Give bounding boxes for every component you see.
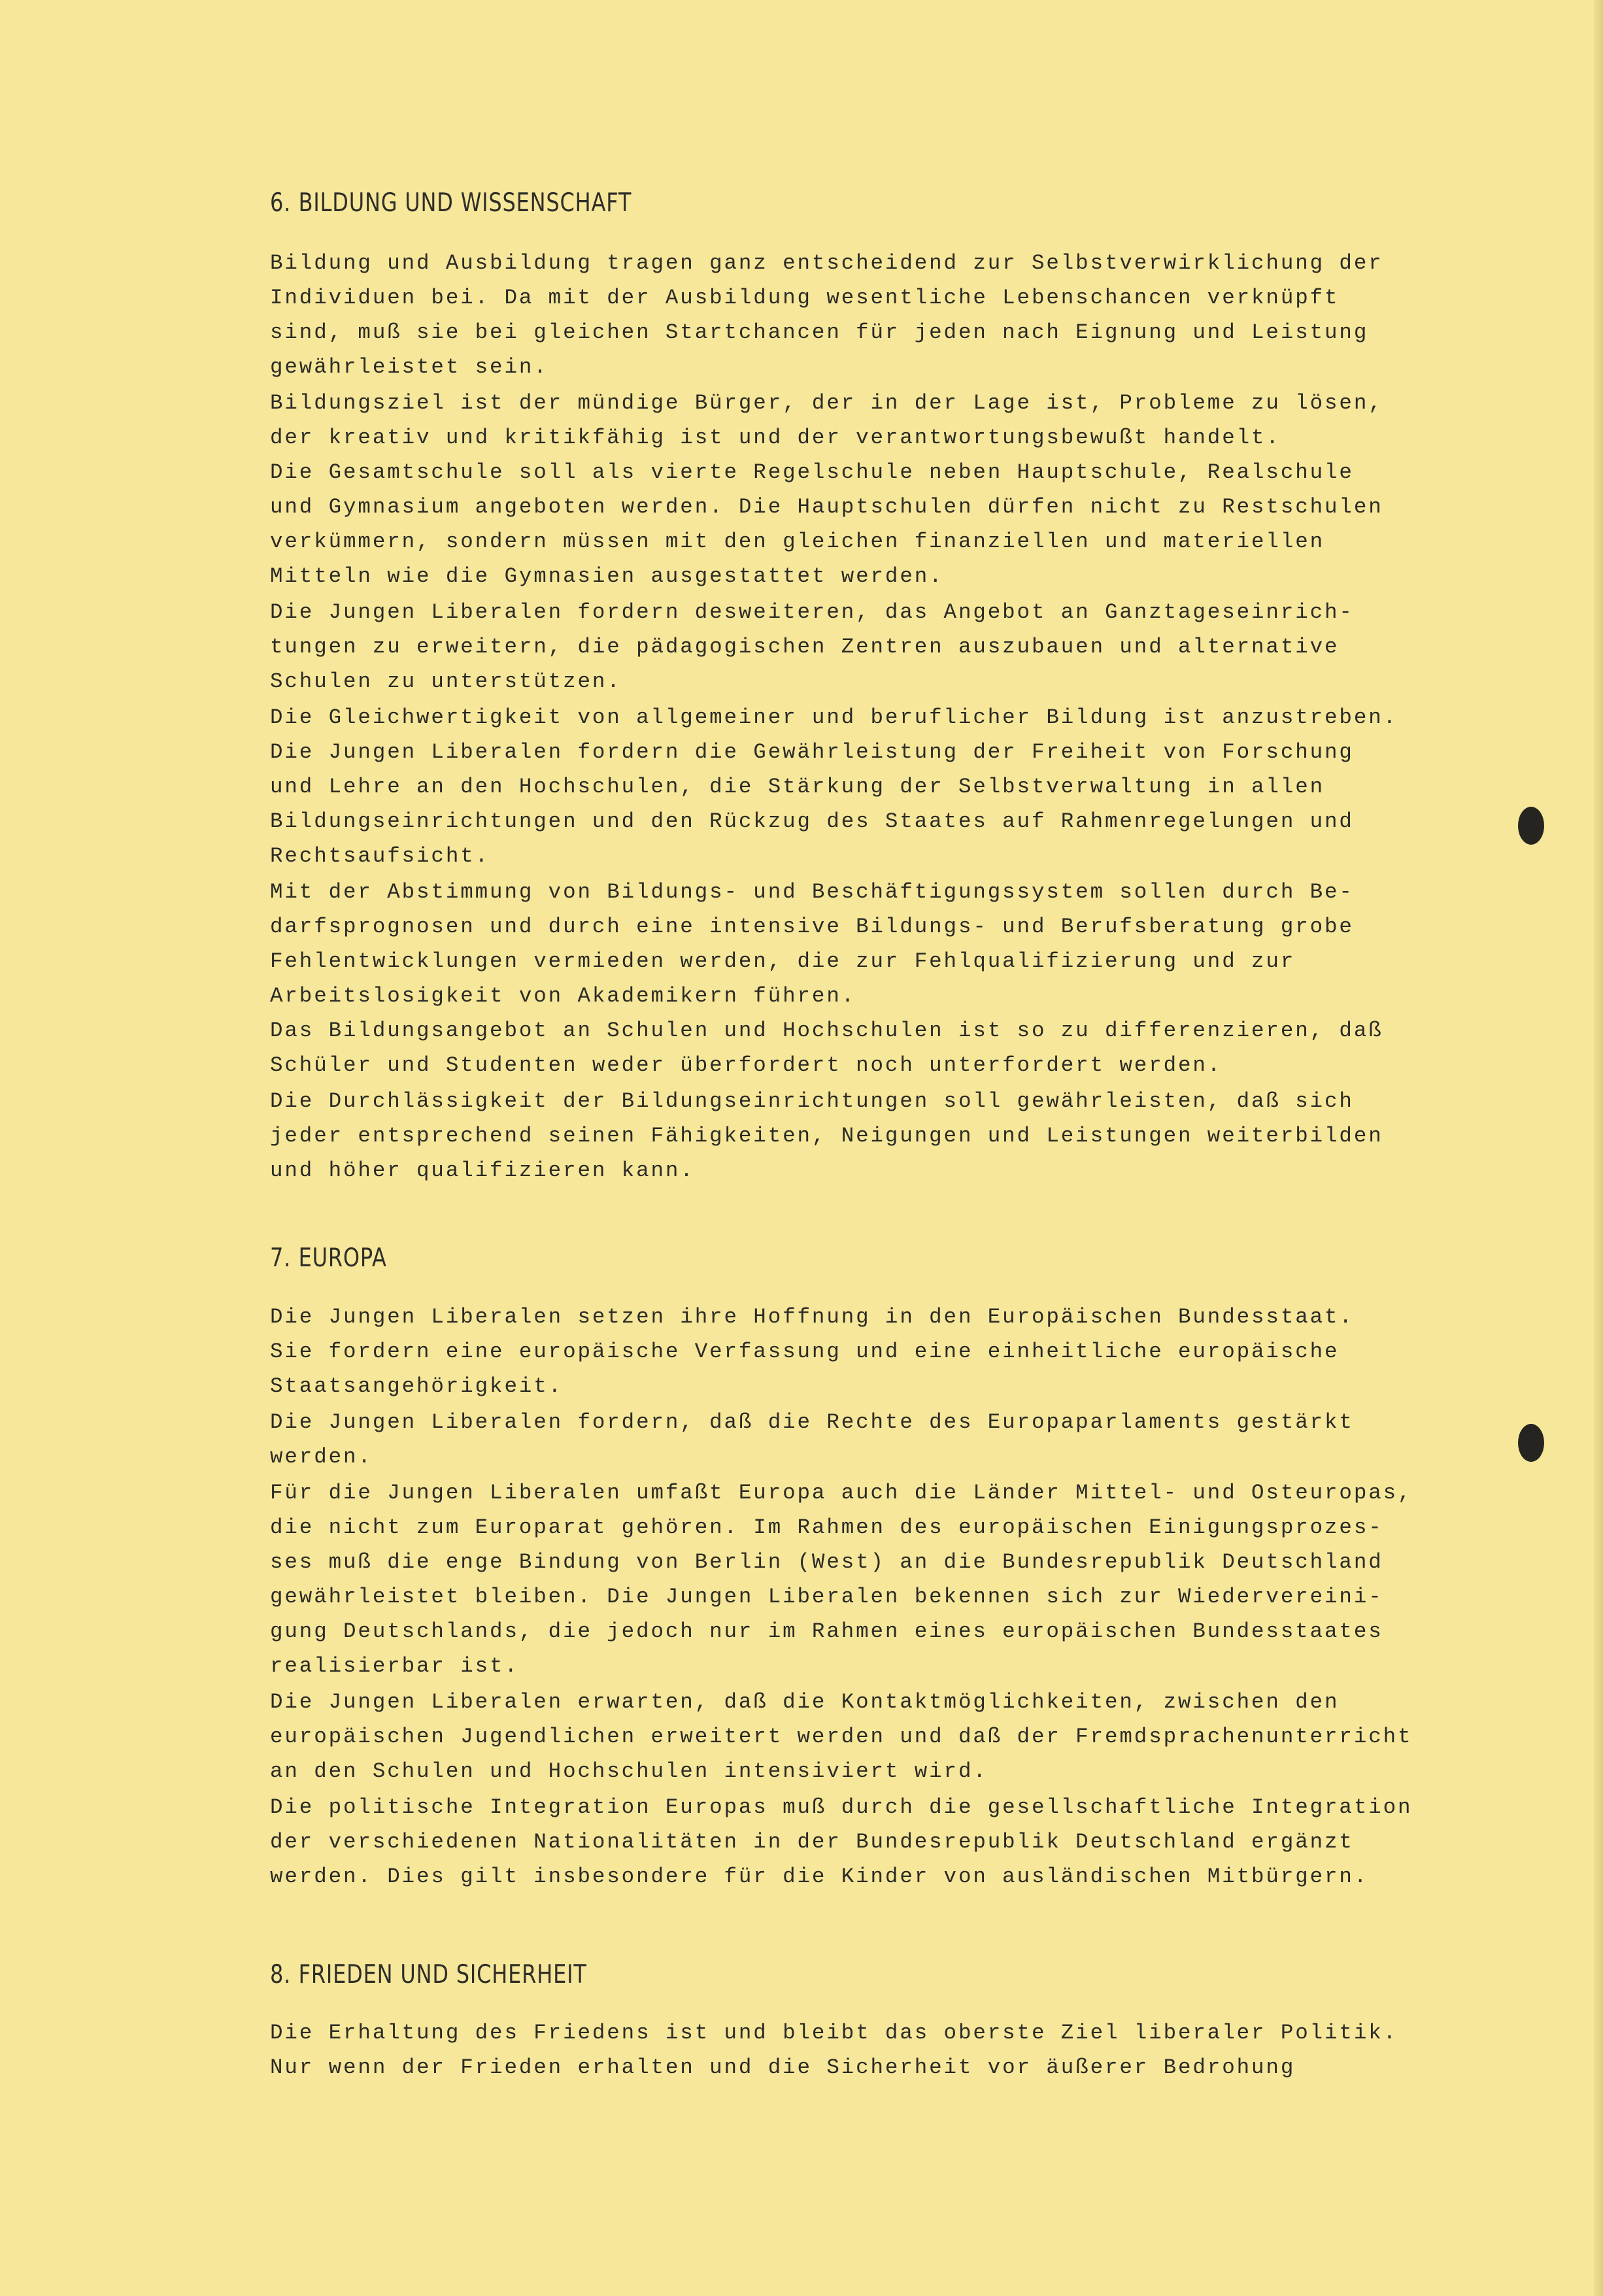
section-title: FRIEDEN UND SICHERHEIT xyxy=(298,1960,587,1989)
paragraph: Die Jungen Liberalen fordern desweiteren, das Angebot an Ganztageseinrich- tungen zu erweitern, die pädagogischen Zentren auszubauen und alternative Schulen zu unterstützen. xyxy=(270,600,1354,694)
section-heading-frieden xyxy=(270,1960,587,1989)
paragraph: Das Bildungsangebot an Schulen und Hochschulen ist so zu differenzieren, daß Schüler und Studenten weder überfordert noch unterfordert werden. xyxy=(270,1019,1383,1077)
section-title: EUROPA xyxy=(298,1243,387,1273)
paragraph: Die Erhaltung des Friedens ist und bleibt das oberste Ziel liberaler Politik. Nur wenn der Frieden erhalten und die Sicherheit vor äußerer Bedrohung xyxy=(270,2021,1398,2080)
paragraph: Die Jungen Liberalen setzen ihre Hoffnung in den Europäischen Bundesstaat. Sie fordern eine europäische Verfassung und eine einheitliche europäische Staatsangehörigkeit. xyxy=(270,1305,1354,1398)
paragraph: Die politische Integration Europas muß durch die gesellschaftliche Integration der verschiedenen Nationalitäten in der Bundesrepublik Deutschland ergänzt werden. Dies gilt insbesondere für die Kinder von ausländischen Mitbürgern. xyxy=(270,1795,1413,1889)
paragraph: Für die Jungen Liberalen umfaßt Europa auch die Länder Mittel- und Osteuropas, die nicht zum Europarat gehören. Im Rahmen des europäischen Einigungsprozes- ses muß die enge Bindung von Berlin (West) an die Bundesrepublik Deutschland gewährleistet bleiben. Die Jungen Liberalen bekennen sich zur Wiedervereini- gung Deutschlands, die jedoch nur im Rahmen eines europäischen Bundesstaates realisierbar ist. xyxy=(270,1481,1413,1678)
paragraph: Bildung und Ausbildung tragen ganz entscheidend zur Selbstverwirklichung der Individuen bei. Da mit der Ausbildung wesentliche Lebenschancen verknüpft sind, muß sie bei gleichen Startchancen für jeden nach Eignung und Leistung gewährleistet sein. xyxy=(270,251,1383,379)
paragraph: Die Gleichwertigkeit von allgemeiner und beruflicher Bildung ist anzustreben. xyxy=(270,705,1398,730)
section-title: BILDUNG UND WISSENSCHAFT xyxy=(298,188,632,218)
section-heading-bildung xyxy=(270,188,632,218)
section-number: 8. xyxy=(270,1960,292,1989)
paragraph: Die Jungen Liberalen fordern, daß die Rechte des Europaparlaments gestärkt werden. xyxy=(270,1410,1354,1469)
section-number: 7. xyxy=(270,1243,292,1273)
section-body-bildung xyxy=(270,246,1398,1188)
section-heading-europa xyxy=(270,1243,387,1273)
paragraph: Mit der Abstimmung von Bildungs- und Beschäftigungssystem sollen durch Be- darfsprognosen und durch eine intensive Bildungs- und Berufsberatung grobe Fehlentwicklungen vermieden werden, die zur Fehlqualifizierung und zur Arbeitslosigkeit von Akademikern führen. xyxy=(270,880,1354,1008)
section-body-europa xyxy=(270,1300,1412,1894)
paragraph: Die Durchlässigkeit der Bildungseinrichtungen soll gewährleisten, daß sich jeder entsprechend seinen Fähigkeiten, Neigungen und Leistungen weiterbilden und höher qualifizieren kann. xyxy=(270,1089,1383,1183)
paragraph: Bildungsziel ist der mündige Bürger, der in der Lage ist, Probleme zu lösen, der kreativ und kritikfähig ist und der verantwortungsbewußt handelt. xyxy=(270,391,1383,450)
page-edge xyxy=(1594,0,1603,2296)
paragraph: Die Gesamtschule soll als vierte Regelschule neben Hauptschule, Realschule und Gymnasium angeboten werden. Die Hauptschulen dürfen nicht zu Restschulen verkümmern, sondern müssen mit den gleichen finanziellen und materiellen Mitteln wie die Gymnasien ausgestattet werden. xyxy=(270,460,1383,588)
punch-hole-upper xyxy=(1518,807,1544,845)
section-body-frieden xyxy=(270,2016,1398,2085)
paragraph: Die Jungen Liberalen fordern die Gewährleistung der Freiheit von Forschung und Lehre an den Hochschulen, die Stärkung der Selbstverwaltung in allen Bildungseinrichtungen und den Rückzug des Staates auf Rahmenregelungen und Rechtsaufsicht. xyxy=(270,740,1354,868)
paragraph: Die Jungen Liberalen erwarten, daß die Kontaktmöglichkeiten, zwischen den europäischen Jugendlichen erweitert werden und daß der Fremdsprachenunterricht an den Schulen und Hochschulen intensiviert wird. xyxy=(270,1690,1413,1783)
punch-hole-lower xyxy=(1518,1424,1544,1462)
section-number: 6. xyxy=(270,188,292,218)
